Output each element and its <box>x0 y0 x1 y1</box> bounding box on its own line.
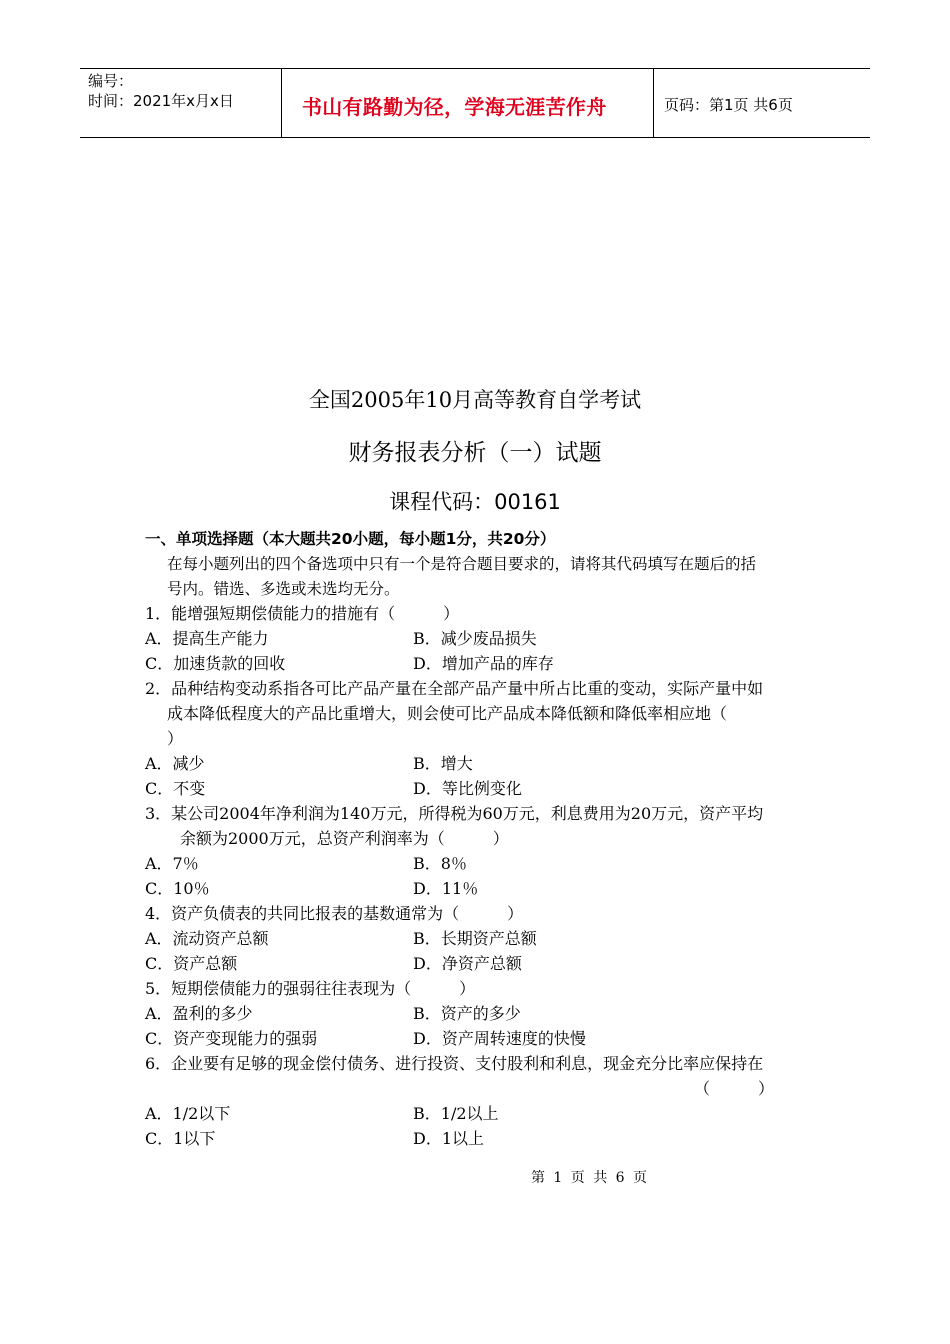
exam-subject: 财务报表分析（一）试题 <box>348 440 602 466</box>
header-motto-cell <box>282 69 654 137</box>
page-code: 页码：第1页 共6页 <box>664 96 793 114</box>
option-b: B．资产的多少 <box>413 1004 521 1023</box>
option-a: A．1/2以下 <box>145 1104 231 1123</box>
question-6: 6．企业要有足够的现金偿付债务、进行投资、支付股利和利息，现金充分比率应保持在 <box>145 1054 764 1073</box>
option-c: C．不变 <box>145 779 206 798</box>
option-b: B．1/2以上 <box>413 1104 499 1123</box>
motto-text: 书山有路勤为径，学海无涯苦作舟 <box>302 95 607 119</box>
question-5: 5．短期偿债能力的强弱往往表现为（ ） <box>145 979 476 998</box>
header-page-cell <box>654 69 870 137</box>
option-b: B．减少废品损失 <box>413 629 537 648</box>
section-heading: 一、单项选择题（本大题共20小题，每小题1分，共20分） <box>145 530 556 548</box>
question-2: 2．品种结构变动系指各可比产品产量在全部产品产量中所占比重的变动，实际产量中如 <box>145 679 764 698</box>
question-1: 1．能增强短期偿债能力的措施有（ ） <box>145 604 460 623</box>
option-b: B．长期资产总额 <box>413 929 537 948</box>
option-c: C．资产变现能力的强弱 <box>145 1029 318 1048</box>
question-4: 4．资产负债表的共同比报表的基数通常为（ ） <box>145 904 524 923</box>
option-d: D．11％ <box>413 879 479 898</box>
document-header <box>80 68 870 138</box>
option-a: A．盈利的多少 <box>145 1004 253 1023</box>
option-a: A．减少 <box>145 754 205 773</box>
option-c: C．资产总额 <box>145 954 238 973</box>
option-d: D．等比例变化 <box>413 779 522 798</box>
option-d: D．净资产总额 <box>413 954 522 973</box>
question-3-cont: 余额为2000万元，总资产利润率为（ ） <box>180 829 509 848</box>
option-d: D．增加产品的库存 <box>413 654 554 673</box>
section-instruction: 在每小题列出的四个备选项中只有一个是符合题目要求的，请将其代码填写在题后的括 <box>167 555 757 573</box>
option-a: A．流动资产总额 <box>145 929 269 948</box>
question-2-cont: 成本降低程度大的产品比重增大，则会使可比产品成本降低额和降低率相应地（ <box>167 704 728 723</box>
option-b: B．增大 <box>413 754 473 773</box>
option-d: D．资产周转速度的快慢 <box>413 1029 586 1048</box>
header-info-cell <box>80 69 282 137</box>
number-label: 编号： <box>88 72 134 90</box>
option-b: B．8％ <box>413 854 467 873</box>
question-2-cont: ） <box>167 729 184 748</box>
option-a: A．7％ <box>145 854 199 873</box>
question-6-cont: （ ） <box>694 1079 775 1098</box>
option-d: D．1以上 <box>413 1129 485 1148</box>
page-footer: 第 1 页 共 6 页 <box>530 1170 650 1186</box>
option-c: C．10％ <box>145 879 210 898</box>
option-a: A．提高生产能力 <box>145 629 269 648</box>
time-label: 时间：2021年x月x日 <box>88 92 234 110</box>
course-code: 课程代码：00161 <box>389 490 561 514</box>
section-instruction: 号内。错选、多选或未选均无分。 <box>167 580 400 598</box>
exam-title: 全国2005年10月高等教育自学考试 <box>308 388 642 412</box>
option-c: C．1以下 <box>145 1129 216 1148</box>
question-3: 3．某公司2004年净利润为140万元，所得税为60万元，利息费用为20万元，资产平均 <box>145 804 764 823</box>
option-c: C．加速货款的回收 <box>145 654 286 673</box>
